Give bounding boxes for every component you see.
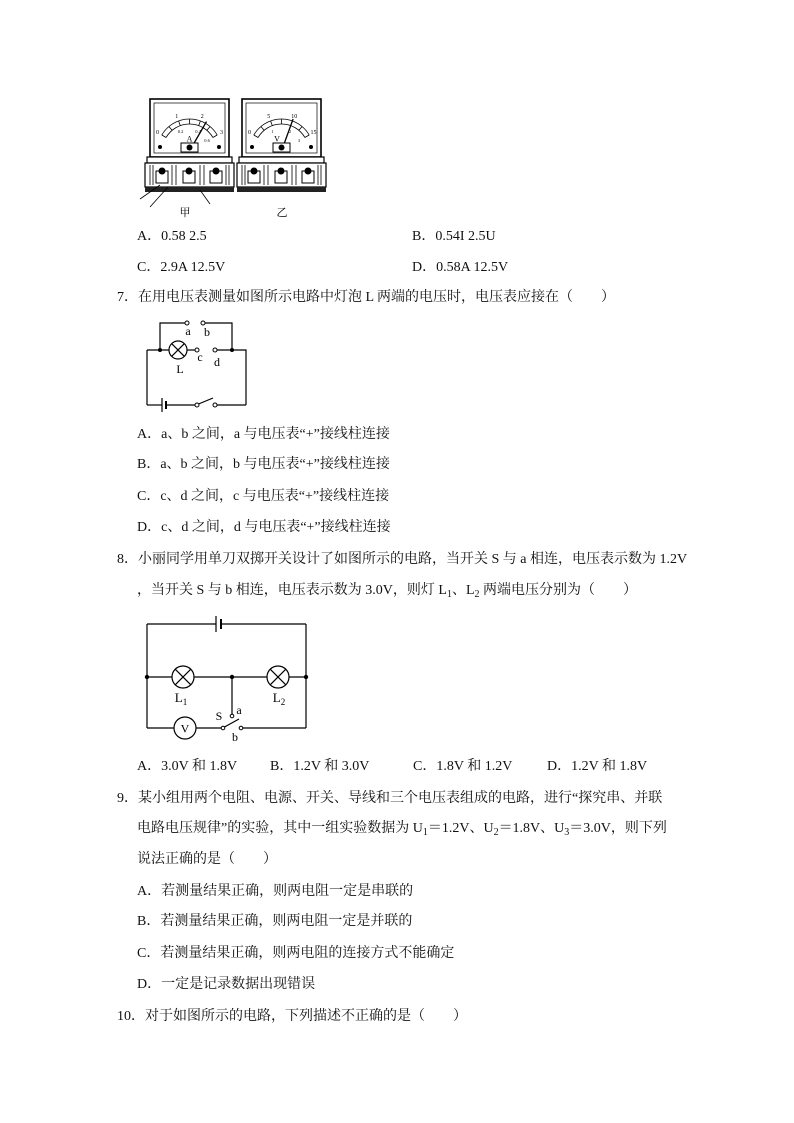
q7-option-a: A．a、b 之间，a 与电压表“+”接线柱连接 — [137, 427, 390, 442]
label-switch: S — [215, 709, 223, 723]
switch-pivot — [221, 726, 225, 730]
switch-contact-a — [230, 714, 234, 718]
voltmeter-label: V — [180, 721, 190, 736]
q10-stem: 10．对于如图所示的电路，下列描述不正确的是（ ） — [117, 1009, 467, 1024]
scale-label: 3 — [297, 138, 301, 143]
label-l2-main: L — [272, 690, 281, 705]
q6-option-b: B．0.54I 2.5U — [412, 229, 496, 244]
subscript: 2 — [493, 827, 499, 838]
subscript: 2 — [474, 589, 480, 600]
text-part: 、L — [451, 583, 475, 598]
text-part: ，当开关 S 与 b 相连，电压表示数为 3.0V，则灯 L — [137, 583, 447, 598]
q7-stem: 7．在用电压表测量如图所示电路中灯泡 L 两端的电压时，电压表应接在（ ） — [117, 290, 616, 305]
text-part: ＝1.8V、U — [498, 821, 565, 836]
subscript: 3 — [564, 827, 570, 838]
q7-option-c: C．c、d 之间，c 与电压表“+”接线柱连接 — [137, 489, 390, 504]
meter-screw — [158, 145, 162, 149]
meter-screw — [217, 145, 221, 149]
scale-label: 0.2 — [177, 129, 184, 134]
scale-label: 0.6 — [204, 138, 210, 143]
q8-circuit-diagram — [135, 610, 320, 750]
q9-stem-line1: 9．某小组用两个电阻、电源、开关、导线和三个电压表组成的电路，进行“探究串、并联 — [117, 791, 663, 806]
q9-option-a: A．若测量结果正确，则两电阻一定是串联的 — [137, 884, 414, 899]
q8-stem-line1: 8．小丽同学用单刀双掷开关设计了如图所示的电路，当开关 S 与 a 相连，电压表示数为 1.2V — [117, 552, 688, 567]
scale-label: 10 — [291, 114, 298, 120]
scale-label: 3 — [220, 130, 223, 136]
label-d: d — [214, 355, 220, 369]
figure-caption-right: 乙 — [276, 207, 288, 219]
label-l1 — [175, 690, 187, 707]
q9-option-b: B．若测量结果正确，则两电阻一定是并联的 — [137, 914, 413, 929]
label-lamp: L — [176, 362, 184, 376]
scale-label: 0 — [156, 130, 159, 136]
meter-base-foot — [145, 187, 234, 192]
q8-option-a: A．3.0V 和 1.8V — [137, 759, 238, 774]
q7-option-b: B．a、b 之间，b 与电压表“+”接线柱连接 — [137, 457, 390, 472]
meter-pivot-knob — [187, 145, 193, 151]
meter-base-top — [239, 157, 324, 163]
text-part: ＝3.0V，则下列 — [569, 821, 667, 836]
label-b: b — [204, 325, 210, 339]
label-l1-main: L — [174, 690, 183, 705]
scale-label: 0 — [248, 130, 251, 136]
scale-label: 15 — [310, 130, 317, 136]
switch-lever — [199, 398, 214, 404]
meter-pivot-knob — [279, 145, 285, 151]
q9-stem-line3: 说法正确的是（ ） — [137, 852, 277, 867]
switch-contact — [213, 403, 217, 407]
q9-option-c: C．若测量结果正确，则两电阻的连接方式不能确定 — [137, 946, 455, 961]
q8-option-c: C．1.8V 和 1.2V — [413, 759, 513, 774]
terminal-d — [213, 348, 217, 352]
subscript: 1 — [422, 827, 428, 838]
q7-circuit-diagram — [135, 312, 260, 416]
q9-option-d: D．一定是记录数据出现错误 — [137, 977, 316, 992]
q8-stem-line2 — [137, 581, 637, 605]
switch-contact-b — [239, 726, 243, 730]
junction-dot — [304, 675, 308, 679]
figure-caption-left: 甲 — [179, 207, 191, 219]
q7-option-d: D．c、d 之间，d 与电压表“+”接线柱连接 — [137, 520, 391, 535]
switch-lever — [225, 719, 240, 727]
q8-option-d: D．1.2V 和 1.8V — [547, 759, 648, 774]
meter-base-top — [147, 157, 232, 163]
meter-screw — [250, 145, 254, 149]
scale-label: 2 — [288, 129, 292, 134]
voltmeter-symbol: V — [274, 134, 280, 144]
text-part: ＝1.2V、U — [427, 821, 494, 836]
meters-figure — [130, 95, 340, 221]
subscript: 1 — [446, 589, 452, 600]
label-l2 — [273, 690, 285, 707]
label-l1-sub: 1 — [182, 697, 188, 707]
q9-stem-line2 — [137, 819, 667, 843]
voltmeter-figure — [237, 99, 326, 219]
label-a: a — [185, 324, 191, 338]
lamp-cross — [175, 669, 191, 685]
lamp-cross — [172, 344, 185, 357]
scale-label: 1 — [271, 129, 274, 134]
q6-option-a: A．0.58 2.5 — [137, 229, 207, 244]
junction-dot — [145, 675, 149, 679]
label-contact-a: a — [236, 703, 242, 717]
label-contact-b: b — [232, 730, 238, 744]
text-part: 电路电压规律”的实验，其中一组实验数据为 U — [137, 821, 423, 836]
q8-option-b: B．1.2V 和 3.0V — [270, 759, 370, 774]
scale-label: 1 — [175, 114, 179, 120]
meter-screw — [309, 145, 313, 149]
scale-label: 0.4 — [195, 129, 201, 134]
q6-option-c: C．2.9A 12.5V — [137, 260, 226, 275]
ammeter-symbol: A — [186, 134, 193, 144]
ammeter-figure — [140, 99, 234, 219]
wire — [217, 350, 246, 405]
label-c: c — [197, 350, 203, 364]
scale-label: 5 — [267, 114, 271, 120]
lamp-cross — [270, 669, 286, 685]
scale-label: 2 — [200, 114, 204, 120]
label-l2-sub: 2 — [280, 697, 286, 707]
text-part: 两端电压分别为（ ） — [479, 583, 638, 598]
meter-base-foot — [237, 187, 326, 192]
q6-option-d: D．0.58A 12.5V — [412, 260, 509, 275]
